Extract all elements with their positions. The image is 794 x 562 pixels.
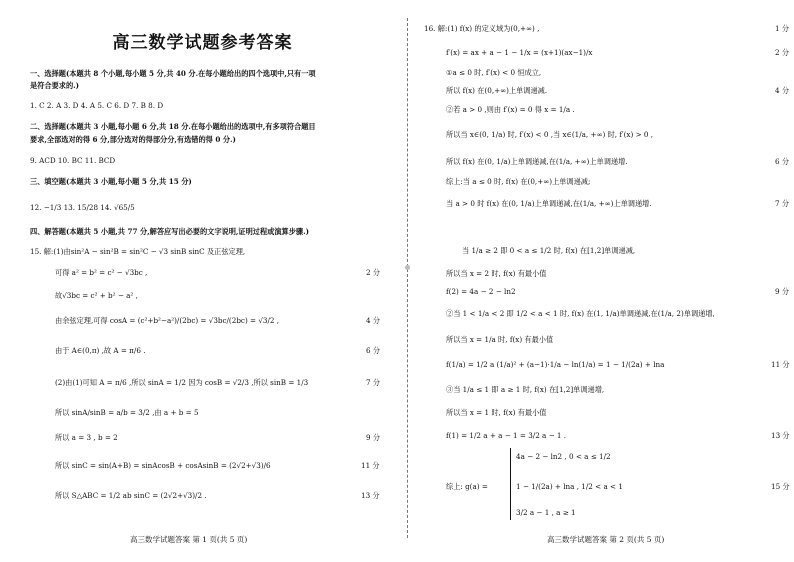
score: 4 分 [366,316,381,325]
score: 6 分 [775,157,790,166]
q16-line-17: 所以当 x = 1 时, f(x) 有最小值 [446,408,547,417]
q15-line-2: 可得 a² = b² = c² − √3bc , [55,268,148,277]
score: 11 分 [771,360,790,369]
score: 9 分 [775,287,790,296]
score: 1 分 [775,24,790,33]
q16-line-16: ③当 1/a ≤ 1 即 a ≥ 1 时, f(x) 在[1,2]单调递增, [446,385,605,394]
page-footer: 高三数学试题答案 第 2 页(共 5 页) [547,535,665,544]
page-divider [407,18,408,538]
binding-hole [405,265,410,270]
score: 9 分 [366,433,381,442]
q15-line-8: 所以 a = 3 , b = 2 [55,433,118,442]
section-3-heading: 三、填空题(本题共 3 小题,每小题 5 分,共 15 分) [30,177,192,186]
score: 13 分 [771,431,790,440]
score: 4 分 [775,86,790,95]
piecewise-brace [510,448,511,520]
q15-line-9: 所以 sinC = sin(A+B) = sinAcosB + cosAsinB = (2√2+√3)/6 [55,461,271,470]
page-footer: 高三数学试题答案 第 1 页(共 5 页) [130,535,248,544]
score: 13 分 [361,491,380,500]
q15-line-10: 所以 S△ABC = 1/2 ab sinC = (2√2+√3)/2 . [55,491,207,500]
q16-line-6: 所以当 x∈(0, 1/a) 时, f′(x) < 0 ,当 x∈(1/a, +∞) 时, f′(x) > 0 , [446,130,654,139]
q16-line-15: f(1/a) = 1/2 a (1/a)² + (a−1)·1/a − ln(1/a) = 1 − 1/(2a) + lna [446,360,665,369]
score: 6 分 [366,346,381,355]
q16-line-1: 16. 解:(1) f(x) 的定义域为(0,+∞) , [424,24,540,33]
q16-line-4: 所以 f(x) 在(0,+∞)上单调递减. [446,86,548,95]
q16-line-13: ②当 1 < 1/a < 2 即 1/2 < a < 1 时, f(x) 在(1, 1/a)单调递减,在(1/a, 2)单调递增, [446,309,715,318]
q15-line-6: (2)由(1)可知 A = π/6 ,所以 sinA = 1/2 因为 cosB = √2/3 ,所以 sinB = 1/3 [55,378,309,387]
score: 7 分 [775,199,790,208]
q16-line-5: ②若 a > 0 ,则由 f′(x) = 0 得 x = 1/a . [446,105,575,114]
q15-line-1: 15. 解:(1)由sin²A − sin²B = sin²C − √3 sinB sinC 及正弦定理, [30,247,246,256]
q16-line-9: 当 a > 0 时 f(x) 在(0, 1/a)上单调递减,在(1/a, +∞)上单调递增. [446,199,652,208]
section-3-answers: 12. −1/3 13. 15/28 14. √65/5 [30,203,135,212]
section-2-heading-cont: 要求,全部选对的得 6 分,部分选对的得部分分,有选错的得 0 分.) [30,135,236,144]
q16-line-7: 所以 f(x) 在(0, 1/a)上单调递减,在(1/a, +∞)上单调递增. [446,157,628,166]
q16-line-2: f′(x) = ax + a − 1 − 1/x = (x+1)(ax−1)/x [446,48,593,57]
q16-line-8: 综上:当 a ≤ 0 时, f(x) 在(0,+∞)上单调递减; [446,177,591,186]
q16-line-12: f(2) = 4a − 2 − ln2 [446,287,516,296]
piecewise-case-1: 4a − 2 − ln2 , 0 < a ≤ 1/2 [516,452,611,461]
piecewise-case-3: 3/2 a − 1 , a ≥ 1 [516,508,576,517]
q15-line-7: 所以 sinA/sinB = a/b = 3/2 ,由 a + b = 5 [55,408,199,417]
section-2-answers: 9. ACD 10. BC 11. BCD [30,156,116,165]
q16-line-14: 所以当 x = 1/a 时, f(x) 有最小值 [446,335,554,344]
score: 7 分 [366,378,381,387]
section-2-heading: 二、选择题(本题共 3 小题,每小题 6 分,共 18 分.在每小题给出的选项中,有多项符合题目 [30,122,316,131]
score: 2 分 [775,48,790,57]
q16-line-3: ①a ≤ 0 时, f′(x) < 0 恒成立, [446,68,542,77]
section-1-heading: 一、选择题(本题共 8 个小题,每小题 5 分,共 40 分.在每小题给出的四个选项中,只有一项 [30,69,316,78]
q16-line-11: 所以当 x = 2 时, f(x) 有最小值 [446,269,547,278]
score: 2 分 [366,268,381,277]
q16-summary-label: 综上: g(a) = [446,482,488,491]
section-4-heading: 四、解答题(本题共 5 小题,共 77 分,解答应写出必要的文字说明,证明过程或演算步骤.) [30,227,310,236]
score: 15 分 [771,482,790,491]
section-1-heading-cont: 是符合要求的.) [30,81,80,90]
q15-line-5: 由于 A∈(0,π) ,故 A = π/6 . [55,346,146,355]
q15-line-3: 故√3bc = c² + b² − a² , [55,291,138,300]
page-title: 高三数学试题参考答案 [112,33,293,53]
q16-line-10: 当 1/a ≥ 2 即 0 < a ≤ 1/2 时, f(x) 在[1,2]单调递减, [462,246,636,255]
score: 11 分 [361,461,380,470]
piecewise-case-2: 1 − 1/(2a) + lna , 1/2 < a < 1 [516,482,623,491]
page-2 [412,0,794,562]
q15-line-4: 由余弦定理,可得 cosA = (c²+b²−a²)/(2bc) = √3bc/(2bc) = √3/2 , [55,316,280,325]
q16-line-18: f(1) = 1/2 a + a − 1 = 3/2 a − 1 . [446,431,567,440]
section-1-answers: 1. C 2. A 3. D 4. A 5. C 6. D 7. B 8. D [30,101,164,110]
